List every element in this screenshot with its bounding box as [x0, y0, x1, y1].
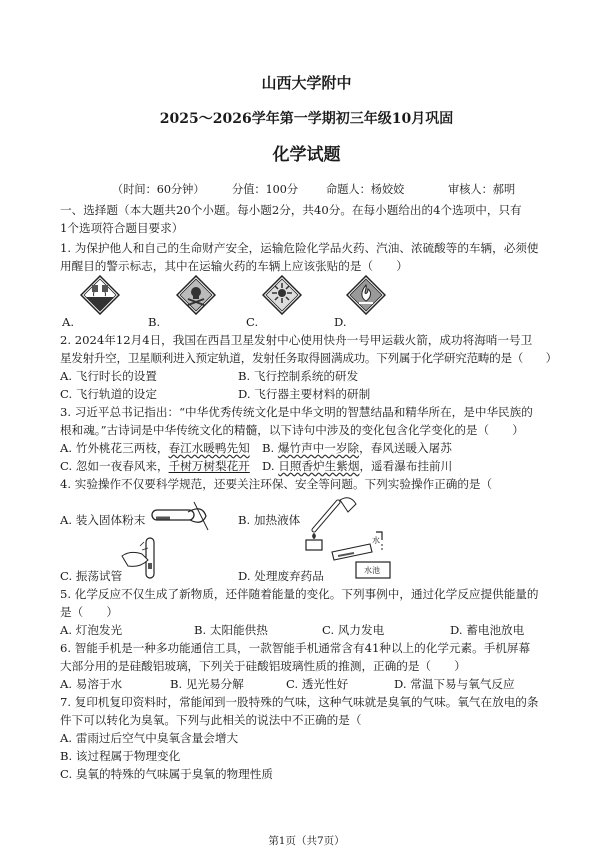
q5-option-d: D. 蓄电池放电	[450, 623, 525, 637]
q5-option-c: C. 风力发电	[322, 623, 385, 637]
question-7-text: 7. 复印机复印资料时，常能闻到一股特殊的气味，这种气味就是臭氧的气味。氧气在放电的条	[60, 695, 539, 709]
q3-option-a-underlined: 春江水暖鸭先知	[168, 441, 250, 455]
flammable-sign-icon	[346, 275, 386, 315]
waste-disposal-figure	[330, 530, 394, 582]
question-3-text: 3. 习近平总书记指出：“中华优秀传统文化是中华文明的智慧结晶和精华所在，是中华民族的	[60, 405, 533, 419]
question-1-text-cont: 用醒目的警示标志，其中在运输火药的车辆上应该张贴的是（ ）	[60, 259, 408, 273]
question-5-text-cont: 是（ ）	[60, 605, 118, 619]
q5-option-b: B. 太阳能供热	[194, 623, 268, 637]
exam-title: 2025～2026学年第一学期初三年级10月巩固	[159, 111, 454, 127]
question-6-text-cont: 大部分用的是硅酸铝玻璃，下列关于硅酸铝玻璃性质的推测，正确的是（ ）	[60, 659, 466, 673]
q4-option-c: C. 振荡试管	[60, 569, 123, 583]
q4-option-b: B. 加热液体	[238, 513, 301, 527]
q4-option-d: D. 处理废弃药品	[238, 569, 324, 583]
question-4-text: 4. 实验操作不仅要科学规范，还要关注环保、安全等问题。下列实验操作正确的是（	[60, 477, 493, 491]
q7-option-b: B. 该过程属于物理变化	[60, 749, 181, 763]
section-instructions-cont: 1个选项符合题目要求）	[60, 221, 184, 235]
test-tube-powder-figure	[150, 500, 210, 534]
question-2-text: 2. 2024年12月4日，我国在西昌卫星发射中心使用快舟一号甲运载火箭，成功将海哨一号卫	[60, 333, 533, 347]
question-1-text: 1. 为保护他人和自己的生命财产安全，运输危险化学品火药、汽油、浓硫酸等的车辆，必须使	[60, 241, 539, 255]
q4-option-a: A. 装入固体粉末	[60, 513, 146, 527]
q2-option-a: A. 飞行时长的设置	[60, 369, 157, 383]
q3-option-b-underlined: 爆竹声中一岁除	[277, 441, 360, 455]
sink-label: 水池	[364, 566, 380, 575]
question-2-text-cont: 星发射升空，卫星顺利进入预定轨道，发射任务取得圆满成功。下列属于化学研究范畴的是（ ）	[60, 351, 557, 365]
q2-option-c: C. 飞行轨道的设定	[60, 387, 157, 401]
q3-option-c: C. 忽如一夜春风来，千树万树梨花开	[60, 459, 250, 473]
toxic-sign-icon	[176, 275, 216, 315]
q3-option-c-underlined: 千树万树梨花开	[168, 459, 250, 473]
exam-time: （时间：60分钟）	[112, 183, 205, 196]
q7-option-c: C. 臭氧的特殊的气味属于臭氧的物理性质	[60, 767, 273, 781]
section-instructions: 一、选择题（本大题共20个小题。每小题2分，共40分。在每小题给出的4个选项中，只有	[60, 203, 522, 217]
water-label: 水	[372, 536, 380, 545]
q1-option-b-label: B.	[148, 315, 161, 329]
q3-option-a: A. 竹外桃花三两枝，春江水暖鸭先知	[60, 441, 250, 455]
exam-score: 分值：100分	[232, 183, 299, 196]
q3-option-b: B. 爆竹声中一岁除，春风送暖入屠苏	[262, 441, 452, 455]
question-5-text: 5. 化学反应不仅生成了新物质，还伴随着能量的变化。下列事例中，通过化学反应提供能量的	[60, 587, 539, 601]
subject-title: 化学试题	[272, 145, 341, 165]
exam-reviewer: 审核人：郝明	[448, 183, 516, 196]
explosive-sign-icon	[262, 275, 302, 315]
q1-option-a-label: A.	[62, 315, 75, 329]
q6-option-a: A. 易溶于水	[60, 677, 123, 691]
q7-option-a: A. 雷雨过后空气中臭氧含量会增大	[60, 731, 239, 745]
q5-option-a: A. 灯泡发光	[60, 623, 123, 637]
q6-option-b: B. 见光易分解	[170, 677, 244, 691]
question-6-text: 6. 智能手机是一种多功能通信工具，一款智能手机通常含有41种以上的化学元素。手机屏幕	[60, 641, 531, 655]
corrosive-sign-icon	[80, 275, 120, 315]
page-number: 第1页（共7页）	[268, 835, 345, 847]
exam-author: 命题人：杨姣姣	[326, 183, 405, 196]
question-7-text-cont: 件下可以转化为臭氧。下列与此相关的说法中不正确的是（	[60, 713, 362, 727]
school-name: 山西大学附中	[261, 74, 352, 92]
shaking-test-tube-figure	[118, 536, 174, 582]
q2-option-b: B. 飞行控制系统的研发	[238, 369, 359, 383]
q6-option-d: D. 常温下易与氧气反应	[394, 677, 515, 691]
q6-option-c: C. 透光性好	[286, 677, 349, 691]
q3-option-d: D. 日照香炉生紫烟，遥看瀑布挂前川	[262, 459, 453, 473]
q1-option-c-label: C.	[246, 315, 259, 329]
q1-option-d-label: D.	[334, 315, 347, 329]
q2-option-d: D. 飞行器主要材料的研制	[238, 387, 371, 401]
question-3-text-cont: 根和魂。”古诗词是中华传统文化的精髓，以下诗句中涉及的变化包含化学变化的是（ ）	[60, 423, 524, 437]
q3-option-d-underlined: 日照香炉生紫烟	[278, 459, 360, 473]
